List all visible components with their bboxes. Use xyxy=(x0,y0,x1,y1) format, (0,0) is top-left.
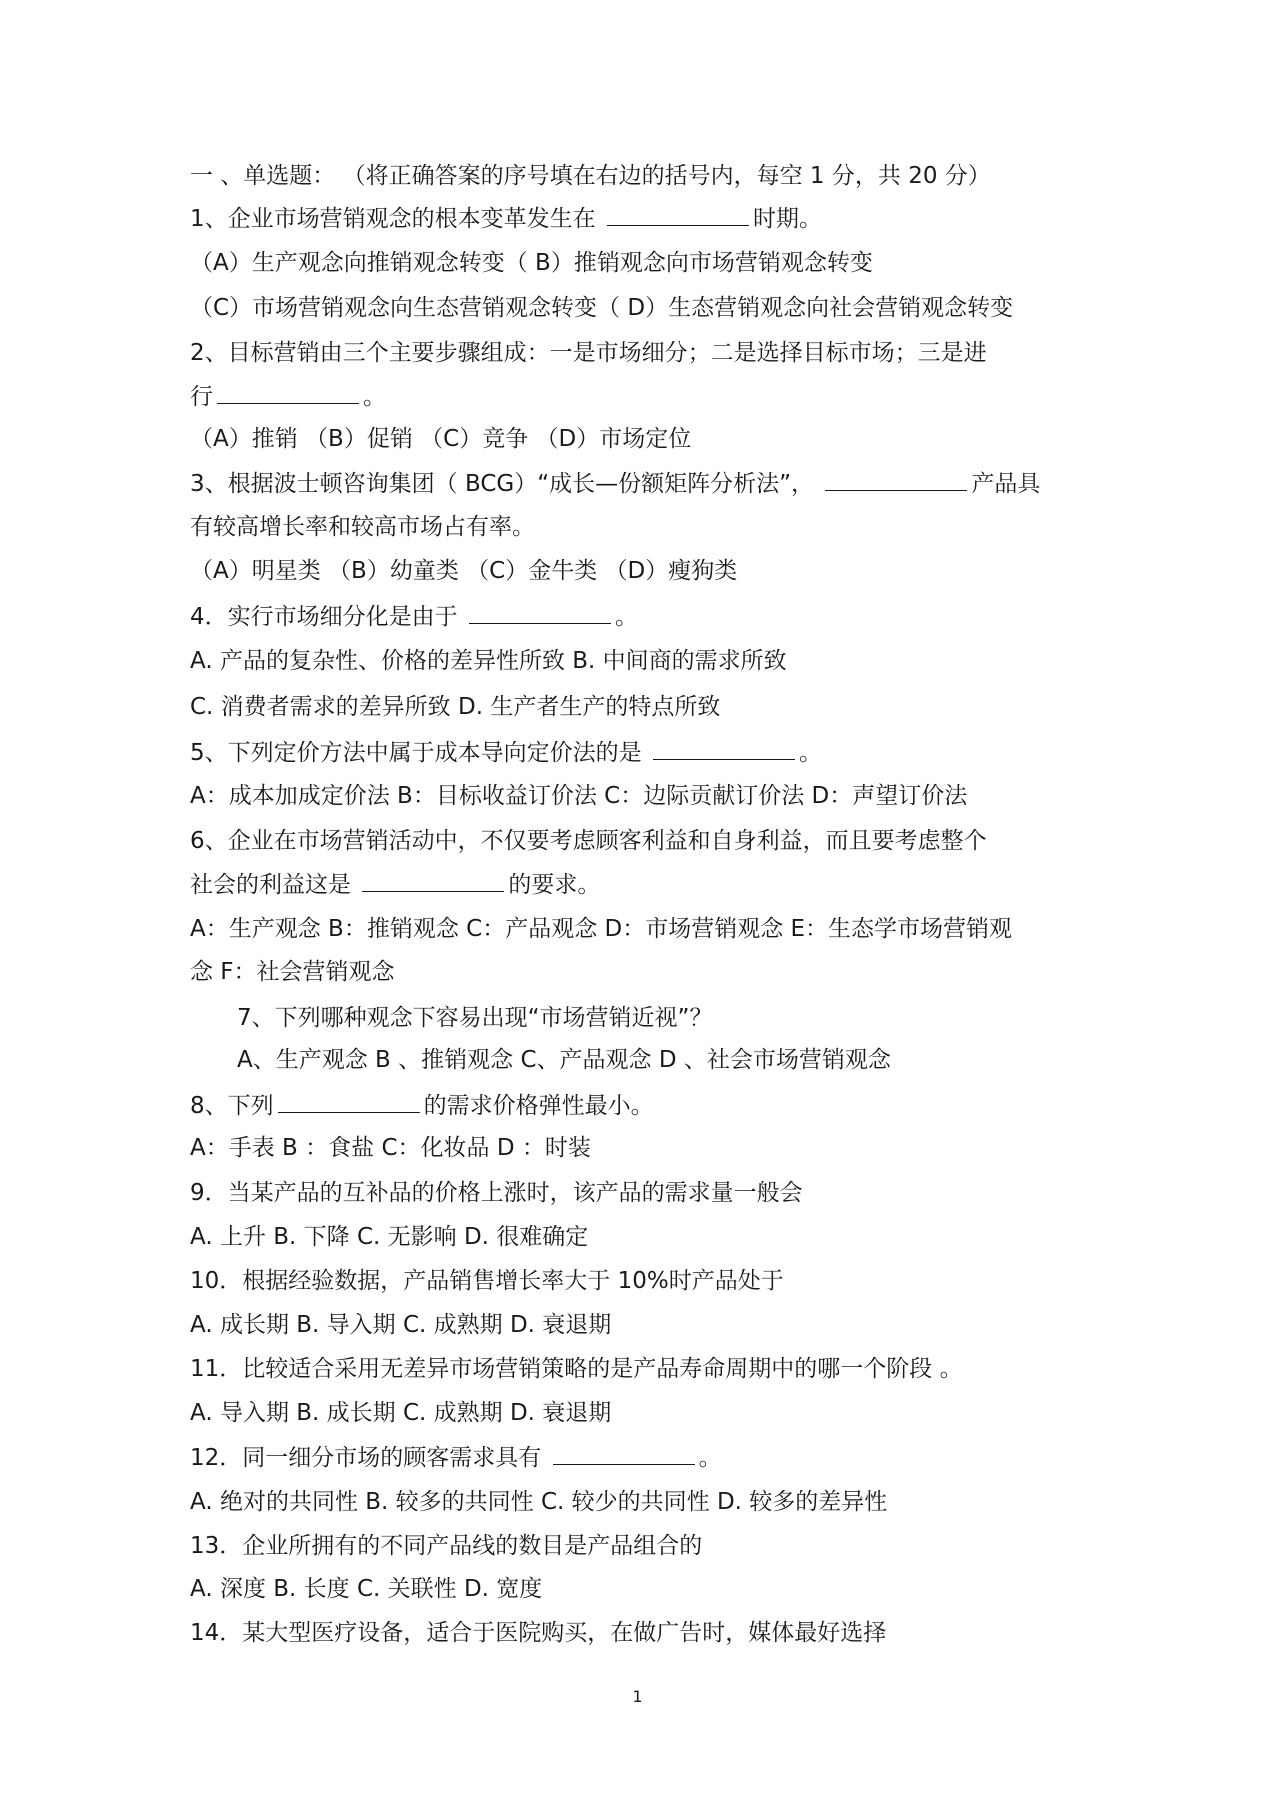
question-14: 14．某大型医疗设备，适合于医院购买，在做广告时，媒体最好选择 xyxy=(190,1620,887,1646)
answer-blank xyxy=(469,601,611,624)
question-8-options: A：手表 B ：食盐 C：化妆品 D ：时装 xyxy=(190,1135,591,1161)
question-3-options: （A）明星类 （B）幼童类 （C）金牛类 （D）瘦狗类 xyxy=(190,558,738,584)
section-heading-single-choice: 一 、单选题： （将正确答案的序号填在右边的括号内，每空 1 分，共 20 分） xyxy=(190,163,991,189)
question-4: 4．实行市场细分化是由于 。 xyxy=(190,601,638,631)
page-number: 1 xyxy=(632,1687,643,1706)
question-11-options: A. 导入期 B. 成长期 C. 成熟期 D. 衰退期 xyxy=(190,1400,612,1426)
question-5: 5、下列定价方法中属于成本导向定价法的是 。 xyxy=(190,737,822,767)
question-9-options: A. 上升 B. 下降 C. 无影响 D. 很难确定 xyxy=(190,1224,589,1250)
answer-blank xyxy=(362,869,504,892)
question-6-continued: 社会的利益这是 的要求。 xyxy=(190,869,600,899)
question-11: 11．比较适合采用无差异市场营销策略的是产品寿命周期中的哪一个阶段 。 xyxy=(190,1356,963,1382)
answer-blank xyxy=(607,203,749,226)
question-3: 3、根据波士顿咨询集团（ BCG）“成长—份额矩阵分析法”， 产品具 xyxy=(190,468,1040,498)
question-1-options-cd: （C）市场营销观念向生态营销观念转变（ D）生态营销观念向社会营销观念转变 xyxy=(190,295,1014,321)
question-2-options: （A）推销 （B）促销 （C）竞争 （D）市场定位 xyxy=(190,426,692,452)
question-12: 12．同一细分市场的顾客需求具有 。 xyxy=(190,1442,722,1472)
answer-blank xyxy=(278,1090,420,1113)
question-6-options-continued: 念 F：社会营销观念 xyxy=(190,959,395,985)
question-3-continued: 有较高增长率和较高市场占有率。 xyxy=(190,514,535,540)
question-13-options: A. 深度 B. 长度 C. 关联性 D. 宽度 xyxy=(190,1576,543,1602)
answer-blank xyxy=(825,468,967,491)
question-10-options: A. 成长期 B. 导入期 C. 成熟期 D. 衰退期 xyxy=(190,1312,612,1338)
question-4-options-cd: C. 消费者需求的差异所致 D. 生产者生产的特点所致 xyxy=(190,694,721,720)
question-13: 13．企业所拥有的不同产品线的数目是产品组合的 xyxy=(190,1533,703,1559)
question-6: 6、企业在市场营销活动中，不仅要考虑顾客利益和自身利益，而且要考虑整个 xyxy=(190,828,987,854)
answer-blank xyxy=(653,737,795,760)
answer-blank xyxy=(217,381,359,404)
question-4-options-ab: A. 产品的复杂性、价格的差异性所致 B. 中间商的需求所致 xyxy=(190,648,787,674)
question-12-options: A. 绝对的共同性 B. 较多的共同性 C. 较少的共同性 D. 较多的差异性 xyxy=(190,1489,888,1515)
question-7-options: A、生产观念 B 、推销观念 C、产品观念 D 、社会市场营销观念 xyxy=(237,1047,891,1073)
question-6-options: A：生产观念 B：推销观念 C：产品观念 D：市场营销观念 E：生态学市场营销观 xyxy=(190,916,1013,942)
question-5-options: A：成本加成定价法 B：目标收益订价法 C：边际贡献订价法 D：声望订价法 xyxy=(190,783,968,809)
answer-blank xyxy=(553,1442,695,1465)
question-1-options-ab: （A）生产观念向推销观念转变（ B）推销观念向市场营销观念转变 xyxy=(190,250,873,276)
question-7: 7、下列哪种观念下容易出现“市场营销近视”？ xyxy=(237,1005,713,1031)
question-10: 10．根据经验数据，产品销售增长率大于 10%时产品处于 xyxy=(190,1268,784,1294)
question-2: 2、目标营销由三个主要步骤组成：一是市场细分；二是选择目标市场；三是进 xyxy=(190,340,987,366)
question-8: 8、下列 的需求价格弹性最小。 xyxy=(190,1090,654,1120)
question-1: 1、企业市场营销观念的根本变革发生在 时期。 xyxy=(190,203,822,233)
question-9: 9．当某产品的互补品的价格上涨时，该产品的需求量一般会 xyxy=(190,1180,803,1206)
question-2-continued: 行 。 xyxy=(190,381,386,411)
